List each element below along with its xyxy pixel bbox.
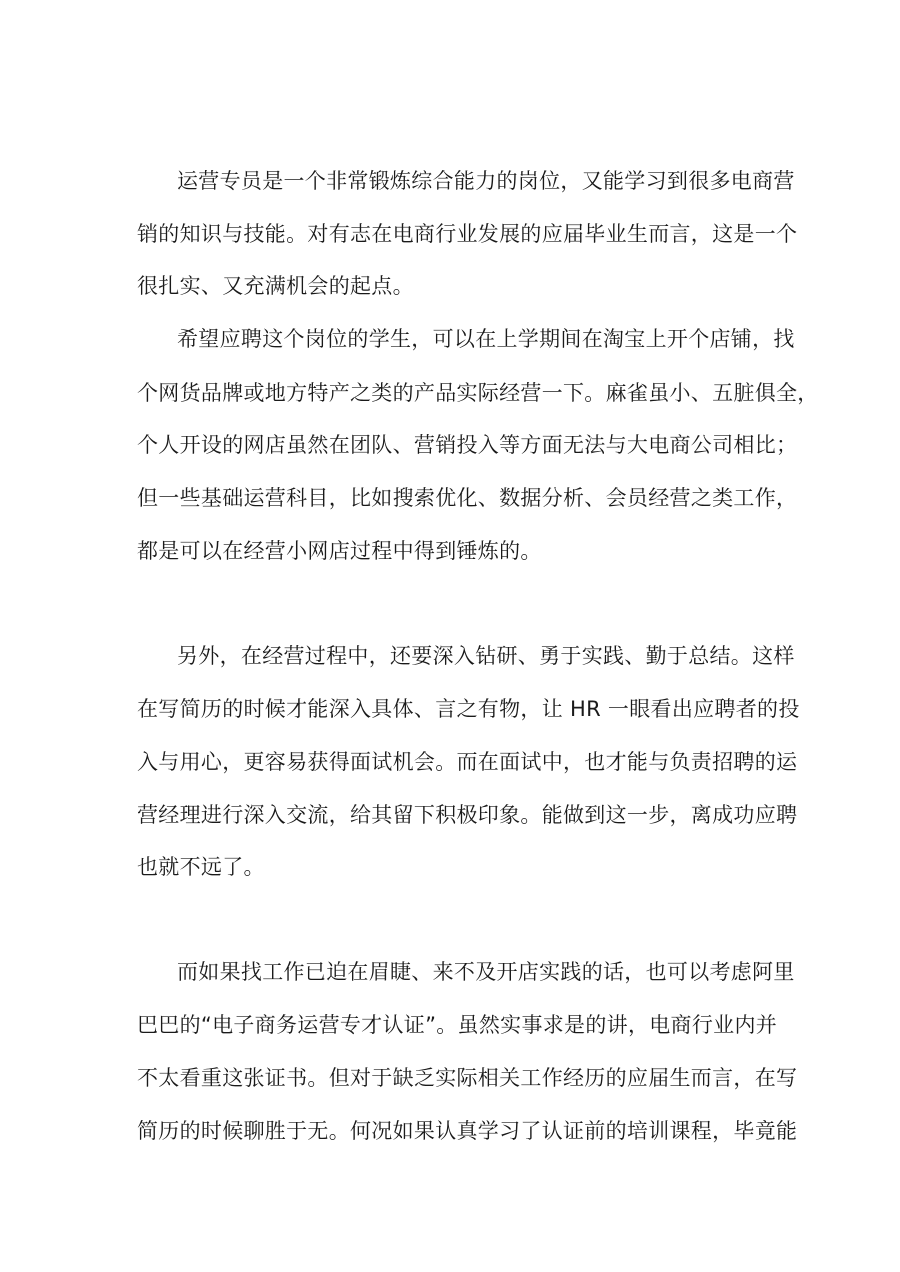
paragraph-1-line-2: 销的知识与技能。对有志在电商行业发展的应届毕业生而言，这是一个 bbox=[137, 222, 798, 246]
paragraph-2-line-3: 个人开设的网店虽然在团队、营销投入等方面无法与大电商公司相比； bbox=[137, 433, 798, 457]
paragraph-2-line-2: 个网货品牌或地方特产之类的产品实际经营一下。麻雀虽小、五脏俱全， bbox=[137, 381, 819, 405]
paragraph-2-line-1: 希望应聘这个岗位的学生，可以在上学期间在淘宝上开个店铺，找 bbox=[177, 327, 795, 351]
paragraph-3-line-4: 营经理进行深入交流，给其留下积极印象。能做到这一步，离成功应聘 bbox=[137, 803, 798, 827]
paragraph-4-line-1: 而如果找工作已迫在眉睫、来不及开店实践的话，也可以考虑阿里 bbox=[177, 960, 795, 984]
paragraph-4-line-3: 不太看重这张证书。但对于缺乏实际相关工作经历的应届生而言，在写 bbox=[137, 1066, 798, 1090]
paragraph-1-line-1: 运营专员是一个非常锻炼综合能力的岗位，又能学习到很多电商营 bbox=[177, 169, 795, 193]
paragraph-1-line-3: 很扎实、又充满机会的起点。 bbox=[137, 274, 414, 298]
paragraph-3-line-2: 在写简历的时候才能深入具体、言之有物，让 HR 一眼看出应聘者的投 bbox=[137, 697, 800, 721]
paragraph-2-line-5: 都是可以在经营小网店过程中得到锤炼的。 bbox=[137, 539, 542, 563]
paragraph-2-line-4: 但一些基础运营科目，比如搜索优化、数据分析、会员经营之类工作， bbox=[137, 486, 798, 510]
paragraph-4-line-2: 巴巴的“电子商务运营专才认证”。虽然实事求是的讲，电商行业内并 bbox=[137, 1013, 778, 1037]
paragraph-3-line-5: 也就不远了。 bbox=[137, 855, 265, 879]
paragraph-3-line-1: 另外，在经营过程中，还要深入钻研、勇于实践、勤于总结。这样 bbox=[177, 644, 795, 668]
paragraph-4-line-4: 简历的时候聊胜于无。何况如果认真学习了认证前的培训课程，毕竟能 bbox=[137, 1119, 798, 1143]
paragraph-3-line-3: 入与用心，更容易获得面试机会。而在面试中，也才能与负责招聘的运 bbox=[137, 750, 798, 774]
